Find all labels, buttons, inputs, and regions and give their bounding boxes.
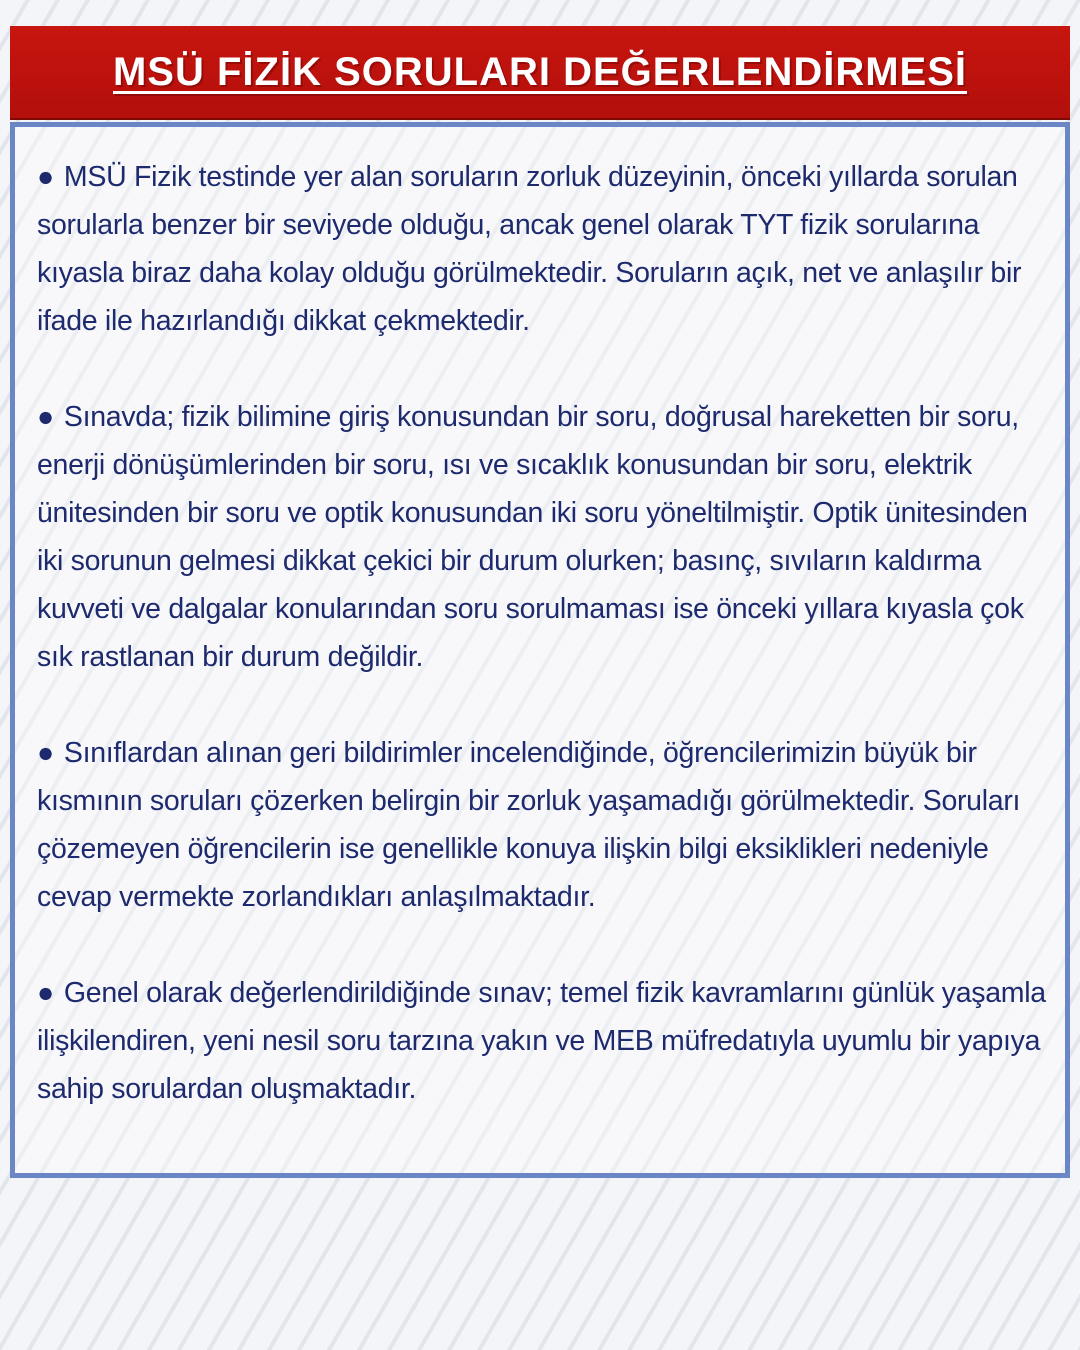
paragraph-summary	[37, 969, 1047, 1113]
bullet-icon: ●	[37, 737, 54, 769]
page-title: MSÜ FİZİK SORULARI DEĞERLENDİRMESİ	[112, 49, 968, 94]
header-banner	[10, 26, 1070, 120]
bullet-icon: ●	[37, 401, 54, 433]
paragraph-text: MSÜ Fizik testinde yer alan soruların zorluk düzeyinin, önceki yıllarda sorulan sorularla benzer bir seviyede olduğu, ancak genel olarak TYT fizik sorularına kıyasla biraz daha kolay olduğu görülmektedir. Soruların açık, net ve anlaşılır bir ifade ile hazırlandığı dikkat çekmektedir.	[37, 161, 1022, 337]
paragraph-feedback	[37, 729, 1047, 921]
paragraph-text: Sınıflardan alınan geri bildirimler incelendiğinde, öğrencilerimizin büyük bir kısmının soruları çözerken belirgin bir zorluk yaşamadığı görülmektedir. Soruları çözemeyen öğrencilerin ise genellikle konuya ilişkin bilgi eksiklikleri nedeniyle cevap vermekte zorlandıkları anlaşılmaktadır.	[37, 737, 1021, 913]
paragraph-difficulty	[37, 153, 1047, 345]
content-frame	[10, 122, 1070, 1178]
paragraph-topics	[37, 393, 1047, 681]
bullet-icon: ●	[37, 161, 54, 193]
bullet-icon: ●	[37, 977, 54, 1009]
paragraph-text: Genel olarak değerlendirildiğinde sınav; temel fizik kavramlarını günlük yaşamla ilişkilendiren, yeni nesil soru tarzına yakın ve MEB müfredatıyla uyumlu bir yapıya sahip sorulardan oluşmaktadır.	[37, 977, 1046, 1105]
paragraph-text: Sınavda; fizik bilimine giriş konusundan bir soru, doğrusal hareketten bir soru, enerji dönüşümlerinden bir soru, ısı ve sıcaklık konusundan bir soru, elektrik ünitesinden bir soru ve optik konusundan iki soru yöneltilmiştir. Optik ünitesinden iki sorunun gelmesi dikkat çekici bir durum olurken; basınç, sıvıların kaldırma kuvveti ve dalgalar konularından soru sorulmaması ise önceki yıllara kıyasla çok sık rastlanan bir durum değildir.	[37, 401, 1028, 673]
